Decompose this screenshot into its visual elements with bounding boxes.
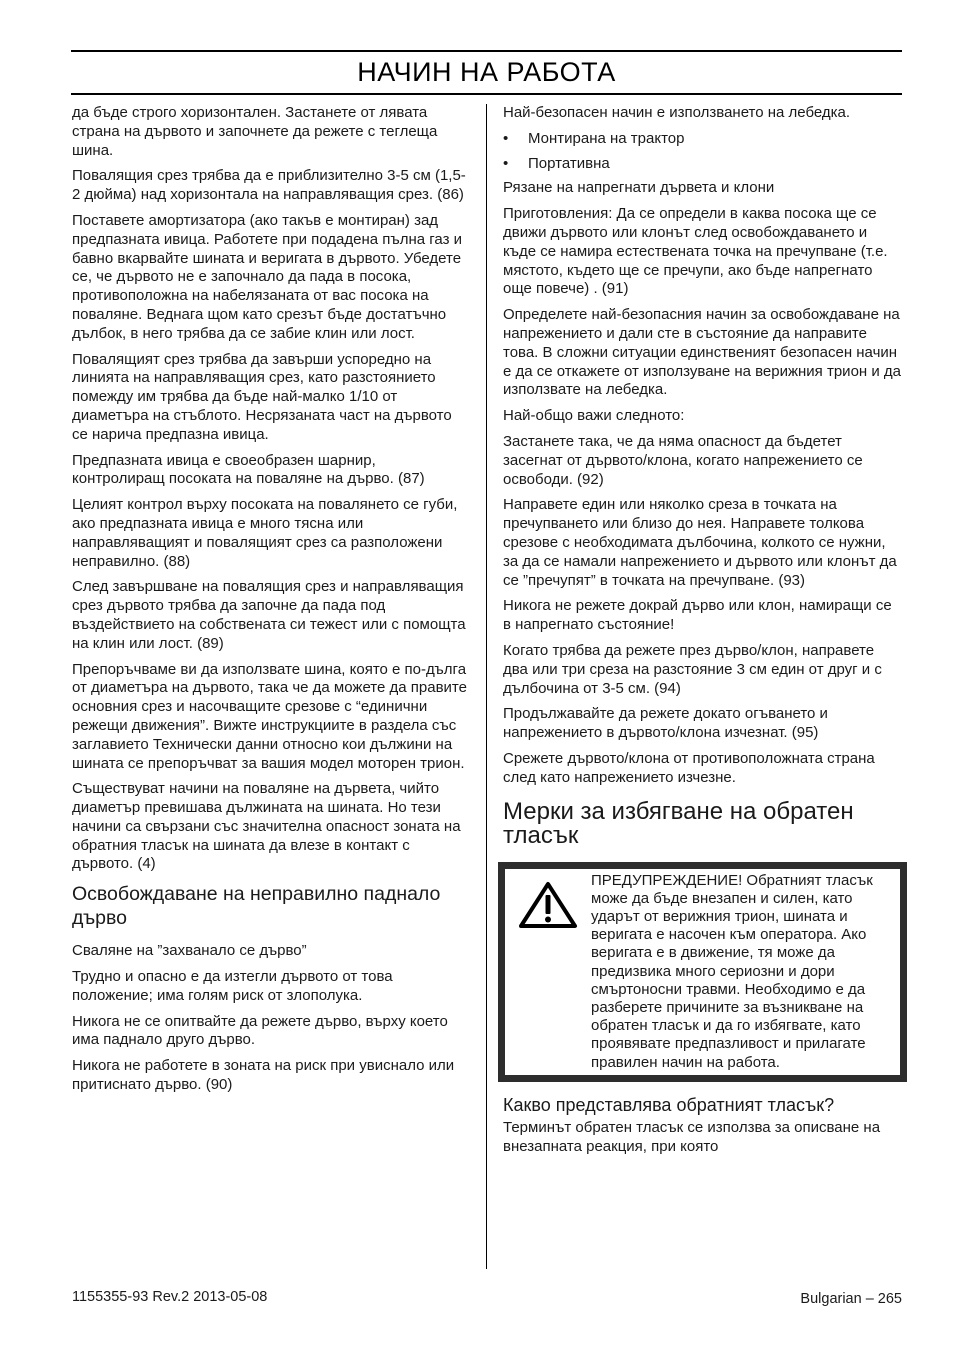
- header-rule-top: [71, 50, 902, 52]
- paragraph: Приготовления: Да се определи в каква посока ще се движи дървото или клонът след освобождаването и къде се намира естествената точка на пречупване (т.е. мястото, където ще се пречупи, ако бъде напрегнато още повече) . (91): [503, 205, 888, 298]
- paragraph: Препоръчваме ви да използвате шина, която е по-дълга от диаметъра на дървото, така че да можете да правите основния срез и насочващите срезове с “единични режещи движения”. Вижте инструкциите в раздела със заглавието Технически данни относно кои дължини на шината се препоръчват за вашия модел моторен трион.: [72, 660, 467, 772]
- section-heading-kickback: Мерки за избягване на обратен тласък: [503, 797, 854, 849]
- list-item: • Портативна: [503, 155, 902, 174]
- paragraph: Най-безопасен начин е използването на лебедка.: [503, 104, 851, 121]
- paragraph: Продължавайте да режете докато огъването и напрежението в дървото/клона изчезнат. (95): [503, 705, 828, 742]
- paragraph: Застанете така, че да няма опасност да бъдетет засегнат от дървото/клона, когато напрежението се освободи. (92): [503, 432, 863, 488]
- page-number: Bulgarian – 265: [800, 1291, 902, 1307]
- paragraph: Терминът обратен тласък се използва за описване на внезапната реакция, при която: [503, 1118, 881, 1155]
- warning-text: ПРЕДУПРЕЖДЕНИЕ! Обратният тласък може да бъде внезапен и силен, като ударът от верижния трион, шината и веригата е насочен към оператора. Ако веригата е в движение, тя може да предизвика много сериозни и дори смъртоносни травми. Необходимо е да разберете причините за възникване на обратен тласък и да го избягвате, като проявявате предпазливост и прилагате правилен начин на работа.: [591, 871, 873, 1071]
- paragraph: Предпазната ивица е своеобразен шарнир, контролиращ посоката на поваляне на дърво. (87): [72, 451, 425, 488]
- paragraph: Повалящият срез трябва да завърши успоредно на линията на направляващия срез, като разстоянието помежду им трябва да бъде най-малко 1/10 от диаметъра на стъблото. Несрязаната част на дървото се нарича предпазна ивица.: [72, 350, 452, 443]
- column-divider: [486, 104, 487, 1269]
- paragraph: Рязане на напрегнати дървета и клони: [503, 179, 775, 197]
- paragraph: Повалящия срез трябва да е приблизително 3-5 см (1,5-2 дюйма) над хоризонтала на направляващия срез. (86): [72, 167, 466, 204]
- document-id: 1155355-93 Rev.2 2013-05-08: [72, 1289, 268, 1305]
- warning-box: [498, 862, 907, 1082]
- paragraph: Целият контрол върху посоката на повалянето се губи, ако предпазната ивица е много тясна или направляващият и повалящият срез са разположени неправилно. (88): [72, 496, 458, 570]
- paragraph: да бъде строго хоризонтален. Застанете от лявата страна на дървото и започнете да режете с теглеща шина.: [72, 104, 438, 159]
- paragraph: След завършване на повалящия срез и направляващия срез дървото трябва да започне да пада под въздействието на собствената си тежест или с помощта на клин или лост. (89): [72, 578, 466, 652]
- section-heading-release: Освобождаване на неправилно паднало дърво: [72, 883, 441, 930]
- subsection-heading-what-is-kickback: Какво представлява обратният тласък?: [503, 1094, 835, 1115]
- paragraph: Сваляне на ”захванало се дърво”: [72, 942, 307, 960]
- paragraph: Никога не работете в зоната на риск при увиснало или притиснато дърво. (90): [72, 1057, 455, 1094]
- paragraph: Определете най-безопасния начин за освобождаване на напрежението и дали сте в състояние да направите това. В сложни ситуации единственият безопасен начин е да се откажете от използуване на верижния трион и да използвате на лебедка.: [503, 306, 901, 399]
- bullet-list: [503, 130, 902, 174]
- page-title: НАЧИН НА РАБОТА: [357, 57, 616, 87]
- paragraph: Срежете дървото/клона от противоположната страна след като напрежението изчезне.: [503, 749, 875, 786]
- paragraph: Съществуват начини на поваляне на дървета, чийто диаметър превишава дължината на шината. Но тези начини са свързани със значителна опасност зоната на обратния тласък на шината да влезе в контакт с дървото. (4): [72, 780, 461, 873]
- paragraph: Трудно и опасно е да изтегли дървото от това положение; има голям риск от злополука.: [72, 968, 393, 1004]
- paragraph: Поставете амортизатора (ако такъв е монтиран) зад предпазната ивица. Работете при подадена пълна газ и бавно вкарвайте шината и веригата в дървото. Убедете се, че дървото не е започнало да пада в посока, противоположна на набелязаната от вас посока на поваляне. Веднага щом като срезът бъде достатъчно дълбок, в него трябва да се забие клин или лост.: [72, 211, 463, 342]
- warning-triangle-icon: [505, 872, 591, 1072]
- paragraph: Когато трябва да режете през дърво/клон, направете два или три среза на разстояние 3 см един от друг и с дълбочина от 3-5 см. (94): [503, 641, 882, 697]
- header-rule-bottom: [71, 93, 902, 95]
- right-column: [503, 104, 902, 1163]
- paragraph: Никога не режете докрай дърво или клон, намиращи се в напрегнато състояние!: [503, 597, 892, 634]
- left-column: [72, 104, 468, 1102]
- list-item: • Монтирана на трактор: [503, 130, 902, 149]
- paragraph: Най-общо важи следното:: [503, 407, 685, 425]
- paragraph: Направете един или няколко среза в точката на пречупването или близо до нея. Направете толкова срезове с необходимата дълбочина, колкото се нужни, за да се намали напрежението и дървото или клонът да се ”пречупят” в точката на пречупване. (93): [503, 496, 897, 589]
- paragraph: Никога не се опитвайте да режете дърво, върху което има паднало друго дърво.: [72, 1012, 448, 1049]
